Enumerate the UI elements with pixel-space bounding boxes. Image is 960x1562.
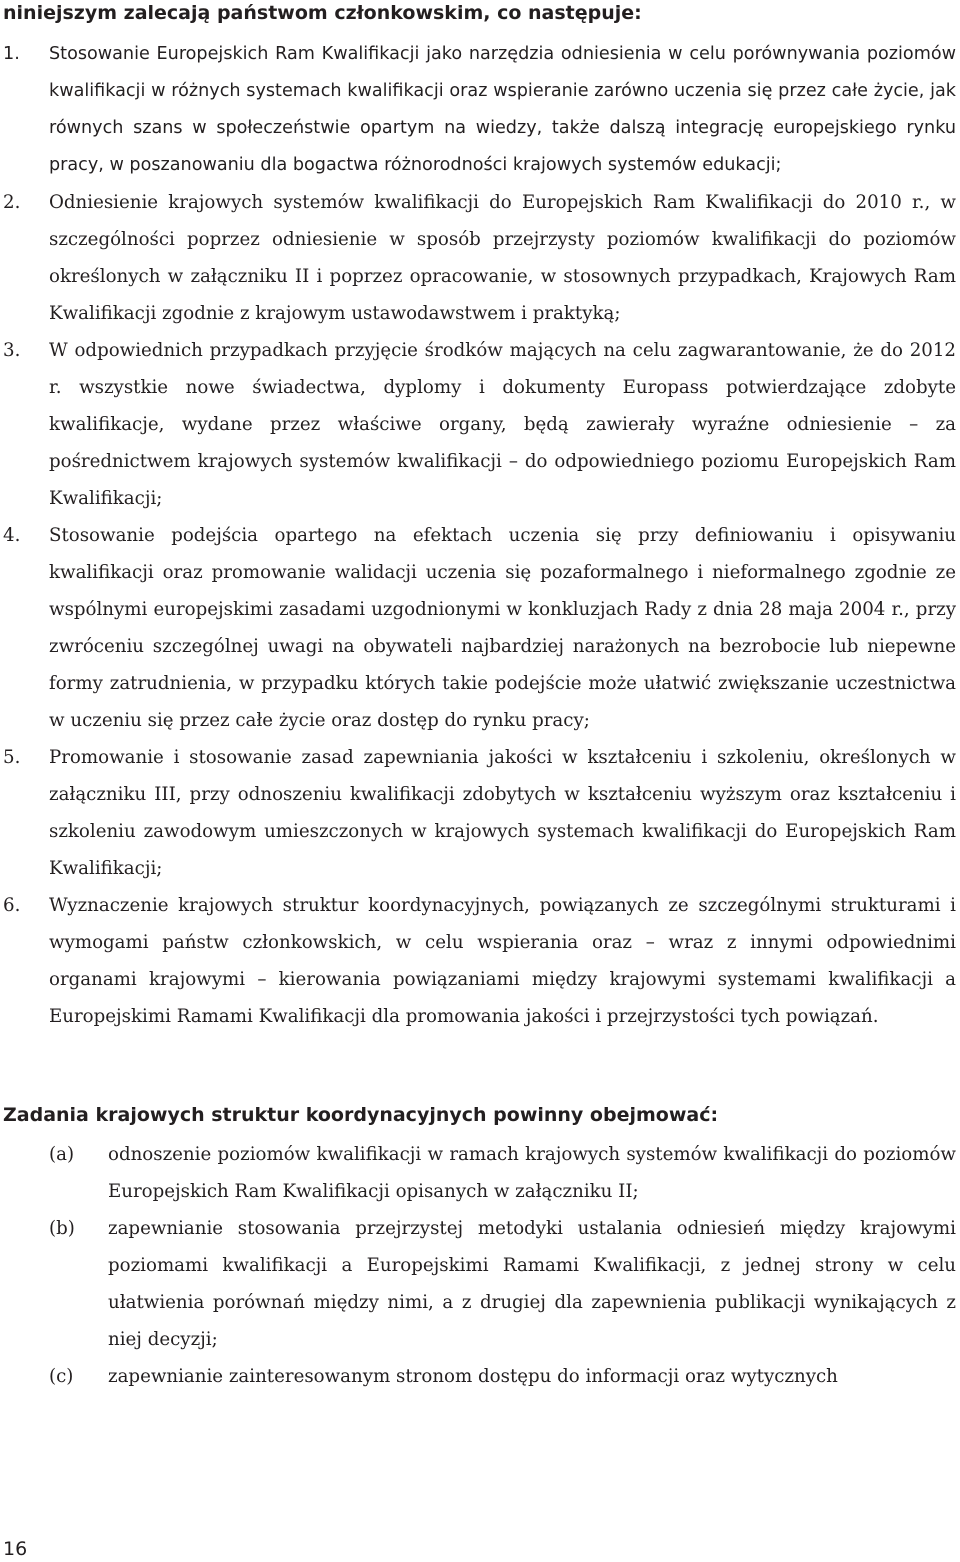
recommendation-item <box>0 184 960 332</box>
item-text: Promowanie i stosowanie zasad zapewniania jakości w kształceniu i szkoleniu, określonych w załączniku III, przy odnoszeniu kwalifikacji zdobytych w kształceniu wyższym oraz kształceniu i szkoleniu zawodowym umieszczonych w krajowych systemach kwalifikacji do Europejskich Ram Kwalifikacji; <box>49 747 956 879</box>
item-text: Wyznaczenie krajowych struktur koordynacyjnych, powiązanych ze szczególnymi strukturami i wymogami państw członkowskich, w celu wspierania oraz – wraz z innymi odpowiednimi organami krajowymi – kierowania powiązaniami między krajowymi systemami kwalifikacji a Europejskimi Ramami Kwalifikacji dla promowania jakości i przejrzystości tych powiązań. <box>49 895 956 1027</box>
recommendation-item <box>0 36 960 184</box>
item-letter: (c) <box>49 1366 74 1387</box>
task-item <box>0 1210 960 1358</box>
recommendation-item <box>0 332 960 517</box>
item-letter: (a) <box>49 1144 75 1165</box>
item-number: 1. <box>3 44 20 64</box>
task-item <box>0 1358 960 1395</box>
recommendation-item <box>0 739 960 887</box>
item-text: Stosowanie podejścia opartego na efektach uczenia się przy definiowaniu i opisywaniu kwalifikacji oraz promowanie walidacji uczenia się pozaformalnego i nieformalnego zgodnie ze wspólnymi europejskimi zasadami uzgodnionymi w konkluzjach Rady z dnia 28 maja 2004 r., przy zwróceniu szczególnej uwagi na obywateli najbardziej narażonych na bezrobocie lub niepewne formy zatrudnienia, w przypadku których takie podejście może ułatwić zwiększanie uczestnictwa w uczeniu się przez całe życie oraz dostęp do rynku pracy; <box>49 525 956 731</box>
page-number: 16 <box>3 1538 28 1560</box>
tasks-heading: Zadania krajowych struktur koordynacyjnych powinny obejmować: <box>3 1104 719 1126</box>
item-number: 4. <box>3 525 21 546</box>
recommendation-item <box>0 517 960 739</box>
item-text: W odpowiednich przypadkach przyjęcie środków mających na celu zagwarantowanie, że do 2012 r. wszystkie nowe świadectwa, dyplomy i dokumenty Europass potwierdzające zdobyte kwalifikacje, wydane przez właściwe organy, będą zawierały wyraźne odniesienie – za pośrednictwem krajowych systemów kwalifikacji – do odpowiedniego poziomu Europejskich Ram Kwalifikacji; <box>49 340 956 509</box>
item-text: zapewnianie zainteresowanym stronom dostępu do informacji oraz wytycznych <box>108 1366 838 1387</box>
item-number: 5. <box>3 747 21 768</box>
item-number: 2. <box>3 192 21 213</box>
item-text: Odniesienie krajowych systemów kwalifikacji do Europejskich Ram Kwalifikacji do 2010 r., w szczególności poprzez odniesienie w sposób przejrzysty poziomów kwalifikacji do poziomów określonych w załączniku II i poprzez opracowanie, w stosownych przypadkach, Krajowych Ram Kwalifikacji zgodnie z krajowym ustawodawstwem i praktyką; <box>49 192 956 324</box>
tasks-list <box>0 1136 960 1395</box>
recommendation-item <box>0 887 960 1035</box>
item-text: Stosowanie Europejskich Ram Kwalifikacji jako narzędzia odniesienia w celu porównywania poziomów kwalifikacji w różnych systemach kwalifikacji oraz wspieranie zarówno uczenia się przez całe życie, jak równych szans w społeczeństwie opartym na wiedzy, także dalszą integrację europejskiego rynku pracy, w poszanowaniu dla bogactwa różnorodności krajowych systemów edukacji; <box>49 44 956 175</box>
item-text: zapewnianie stosowania przejrzystej metodyki ustalania odniesień między krajowymi poziomami kwalifikacji a Europejskimi Ramami Kwalifikacji, z jednej strony w celu ułatwienia porównań między nimi, a z drugiej dla zapewnienia publikacji wynikających z niej decyzji; <box>108 1218 956 1350</box>
item-number: 6. <box>3 895 21 916</box>
item-letter: (b) <box>49 1218 75 1239</box>
task-item <box>0 1136 960 1210</box>
recommendation-list <box>0 36 960 1035</box>
item-number: 3. <box>3 340 21 361</box>
intro-text: niniejszym zalecają państwom członkowskim, co następuje: <box>3 2 642 24</box>
item-text: odnoszenie poziomów kwalifikacji w ramach krajowych systemów kwalifikacji do poziomów Europejskich Ram Kwalifikacji opisanych w załączniku II; <box>108 1144 956 1202</box>
